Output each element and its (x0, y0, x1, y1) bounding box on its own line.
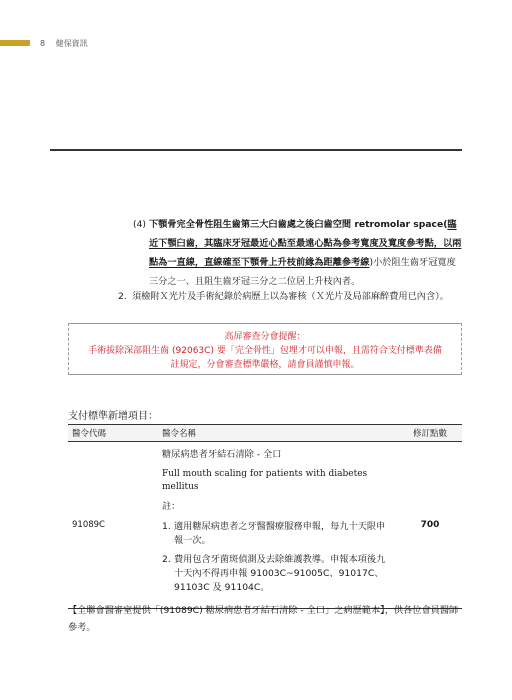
fee-points: 700 (398, 442, 462, 609)
notice-line-1: 手術拔除深部阻生齒 (92063C) 要「完全骨性」包埋才可以申報，且需符合支付標準表備 (88, 346, 442, 356)
notice-line-2: 註規定，分會審查標準嚴格，請會員謹慎申報。 (170, 360, 360, 370)
fee-name-en: Full mouth scaling for patients with diabetes mellitus (162, 469, 368, 492)
header-code: 醫令代碼 (68, 425, 158, 442)
section-title: 健保資訊 (55, 39, 88, 48)
table-row (68, 442, 462, 609)
header-rule (50, 149, 462, 151)
fee-notes-list (162, 520, 394, 595)
fee-note-label: 註： (162, 501, 181, 512)
criteria-item-4 (133, 215, 463, 291)
fee-description (158, 442, 398, 609)
item-4-label: (4) (133, 219, 147, 230)
header-accent-bar (0, 40, 30, 46)
criteria-item-2 (118, 287, 468, 306)
notice-title: 高屏審查分會提醒： (224, 332, 306, 342)
fee-name-zh: 糖尿病患者牙結石清除 - 全口 (162, 449, 282, 460)
fee-section-title: 支付標準新增項目： (68, 411, 158, 422)
reminder-notice-box (68, 323, 462, 375)
item-2-label: 2. (118, 291, 127, 302)
item-4-text-part4: )小於阻生齒牙冠寬度三分之一、且阻生齒牙冠三分之二位居上升枝內者。 (149, 257, 456, 287)
fee-code: 91089C (68, 442, 158, 609)
item-4-text-part1: 下顎骨完全骨性阻生齒第三大臼齒處之後臼齒空間 (149, 219, 355, 230)
item-4-text (149, 215, 463, 291)
item-4-text-part3: 臨近下顎臼齒，其臨床牙冠最近心點至最遠心點為參考寬度及寬度參考點，以兩點為一直線，直線確至下顎骨上升枝前緣為距離參考線 (149, 219, 462, 268)
header-name: 醫令名稱 (158, 425, 398, 442)
item-2-text: 須檢附Ｘ光片及手術紀錄於病歷上以為審核（Ｘ光片及局部麻醉費用已內含）。 (132, 291, 449, 302)
running-header (40, 38, 88, 49)
list-item: 1. 適用糖尿病患者之牙醫醫療服務申報，每九十天限申報一次。 (162, 521, 386, 546)
list-item: 2. 費用包含牙菌斑偵測及去除維護教導。申報本項後九十天內不得再申報 91003C~91005C、91017C、91103C 及 91104C。 (162, 554, 386, 593)
page-number: 8 (40, 39, 46, 48)
header-points: 修訂點數 (398, 425, 462, 442)
item-4-text-part2: retromolar space( (354, 219, 448, 230)
fee-table (68, 424, 462, 609)
fee-table-header (68, 425, 462, 442)
template-reference-note: 【全聯會醫審室提供「(91089C) 糖尿病患者牙結石清除 - 全口」之病歷範本】，供各位會員醫師參考。 (68, 605, 459, 633)
